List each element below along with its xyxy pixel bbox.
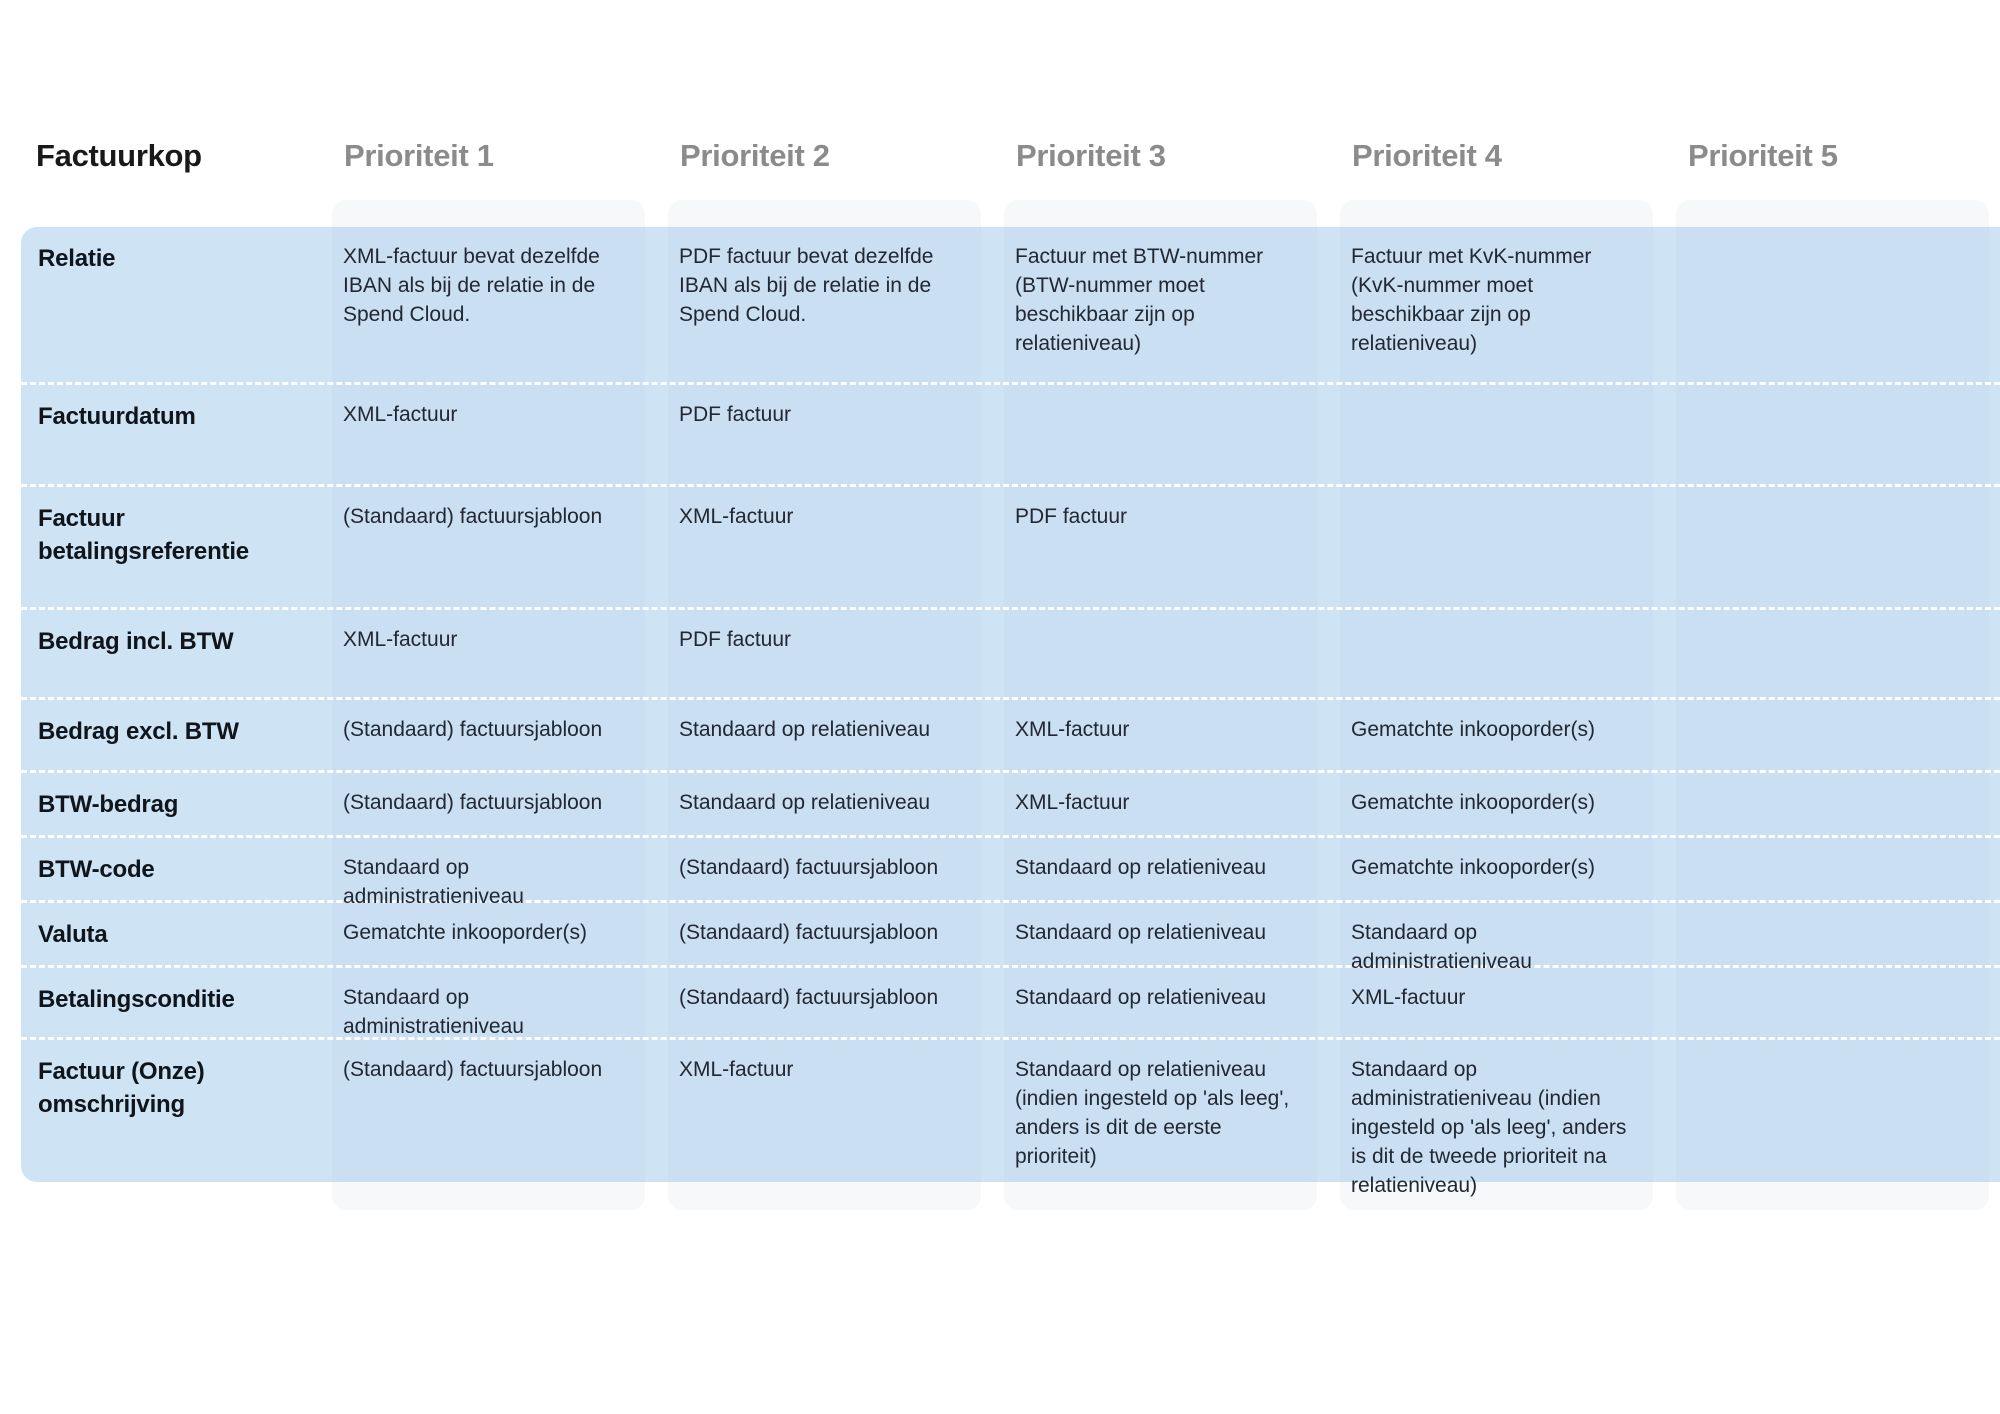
table-cell-prioriteit-4: Gematchte inkooporder(s) [1351, 856, 1595, 879]
table-cell-prioriteit-2: (Standaard) factuursjabloon [679, 921, 939, 944]
column-header-prioriteit-1: Prioriteit 1 [344, 138, 494, 173]
table-cell-prioriteit-3: PDF factuur [1015, 505, 1128, 528]
table-cell-prioriteit-1: XML-factuur bevat dezelfde IBAN als bij de relatie in de Spend Cloud. [343, 245, 600, 326]
table-cell-prioriteit-3: Standaard op relatieniveau [1015, 986, 1267, 1009]
table-cell-prioriteit-5 [1676, 487, 2000, 607]
table-cell-prioriteit-3: Standaard op relatieniveau [1015, 856, 1267, 879]
table-cell-prioriteit-3: Standaard op relatieniveau [1015, 921, 1267, 944]
table-cell-prioriteit-4 [1340, 610, 1676, 697]
table-cell-prioriteit-5 [1676, 903, 2000, 976]
column-header-prioriteit-2: Prioriteit 2 [680, 138, 830, 173]
row-label: Bedrag excl. BTW [38, 718, 239, 745]
column-header-prioriteit-3: Prioriteit 3 [1016, 138, 1166, 173]
row-label: Factuurdatum [38, 403, 196, 430]
row-label: BTW-bedrag [38, 791, 179, 818]
table-cell-prioriteit-3: XML-factuur [1015, 791, 1130, 814]
table-cell-prioriteit-2: XML-factuur [679, 505, 794, 528]
table-cell-prioriteit-5 [1676, 227, 2000, 382]
table-row [21, 773, 2000, 838]
table-cell-prioriteit-3: Factuur met BTW-nummer (BTW-nummer moet beschikbaar zijn op relatieniveau) [1015, 245, 1264, 355]
table-row [21, 700, 2000, 773]
table-cell-prioriteit-1: (Standaard) factuursjabloon [343, 1058, 603, 1081]
table-cell-prioriteit-3 [1004, 610, 1340, 697]
row-label: Factuur (Onze) omschrijving [38, 1058, 205, 1118]
column-header-factuurkop: Factuurkop [36, 138, 202, 173]
table-cell-prioriteit-5 [1676, 838, 2000, 911]
table-cell-prioriteit-2: (Standaard) factuursjabloon [679, 856, 939, 879]
table-cell-prioriteit-2: XML-factuur [679, 1058, 794, 1081]
table-cell-prioriteit-5 [1676, 385, 2000, 484]
table-cell-prioriteit-4: Gematchte inkooporder(s) [1351, 718, 1595, 741]
table-cell-prioriteit-1: Gematchte inkooporder(s) [343, 921, 587, 944]
row-label: Relatie [38, 245, 116, 272]
table-cell-prioriteit-2: (Standaard) factuursjabloon [679, 986, 939, 1009]
table-cell-prioriteit-1: (Standaard) factuursjabloon [343, 791, 603, 814]
table-cell-prioriteit-4: XML-factuur [1351, 986, 1466, 1009]
table-row [21, 838, 2000, 908]
table-row [21, 385, 2000, 487]
row-label: Betalingsconditie [38, 986, 235, 1013]
table-cell-prioriteit-1: (Standaard) factuursjabloon [343, 718, 603, 741]
row-label: Bedrag incl. BTW [38, 628, 234, 655]
table-cell-prioriteit-4: Factuur met KvK-nummer (KvK-nummer moet beschikbaar zijn op relatieniveau) [1351, 245, 1592, 355]
row-label: BTW-code [38, 856, 155, 883]
table-cell-prioriteit-4 [1340, 487, 1676, 607]
table-cell-prioriteit-1: XML-factuur [343, 403, 458, 426]
table-cell-prioriteit-4: Standaard op administratieniveau [1351, 921, 1532, 973]
row-label: Factuur betalingsreferentie [38, 505, 249, 565]
table-row [21, 227, 2000, 385]
table-cell-prioriteit-5 [1676, 968, 2000, 1041]
table-cell-prioriteit-5 [1676, 610, 2000, 697]
table-cell-prioriteit-2: PDF factuur [679, 628, 792, 651]
table-row [21, 1040, 2000, 1197]
table-body [21, 227, 2000, 1197]
table-cell-prioriteit-2: Standaard op relatieniveau [679, 791, 931, 814]
table-cell-prioriteit-2: Standaard op relatieniveau [679, 718, 931, 741]
table-row [21, 968, 2000, 1040]
table-cell-prioriteit-3: Standaard op relatieniveau (indien ingesteld op 'als leeg', anders is dit de eerste prioriteit) [1015, 1058, 1290, 1168]
table-cell-prioriteit-5 [1676, 773, 2000, 835]
table-cell-prioriteit-2: PDF factuur [679, 403, 792, 426]
table-cell-prioriteit-2: PDF factuur bevat dezelfde IBAN als bij de relatie in de Spend Cloud. [679, 245, 934, 326]
column-header-prioriteit-5: Prioriteit 5 [1688, 138, 1838, 173]
table-cell-prioriteit-4 [1340, 385, 1676, 484]
table-cell-prioriteit-3: XML-factuur [1015, 718, 1130, 741]
row-label: Valuta [38, 921, 108, 948]
column-header-prioriteit-4: Prioriteit 4 [1352, 138, 1502, 173]
table-row [21, 903, 2000, 973]
table-cell-prioriteit-5 [1676, 700, 2000, 770]
table-cell-prioriteit-4: Standaard op administratieniveau (indien ingesteld op 'als leeg', anders is dit de tweede prioriteit na relatieniveau) [1351, 1058, 1627, 1197]
table-cell-prioriteit-1: (Standaard) factuursjabloon [343, 505, 603, 528]
table-cell-prioriteit-5 [1676, 1040, 2000, 1200]
table-cell-prioriteit-1: Standaard op administratieniveau [343, 986, 524, 1038]
table-row [21, 487, 2000, 610]
table-cell-prioriteit-1: XML-factuur [343, 628, 458, 651]
table-cell-prioriteit-1: Standaard op administratieniveau [343, 856, 524, 908]
table-cell-prioriteit-3 [1004, 385, 1340, 484]
table-cell-prioriteit-4: Gematchte inkooporder(s) [1351, 791, 1595, 814]
table-row [21, 610, 2000, 700]
